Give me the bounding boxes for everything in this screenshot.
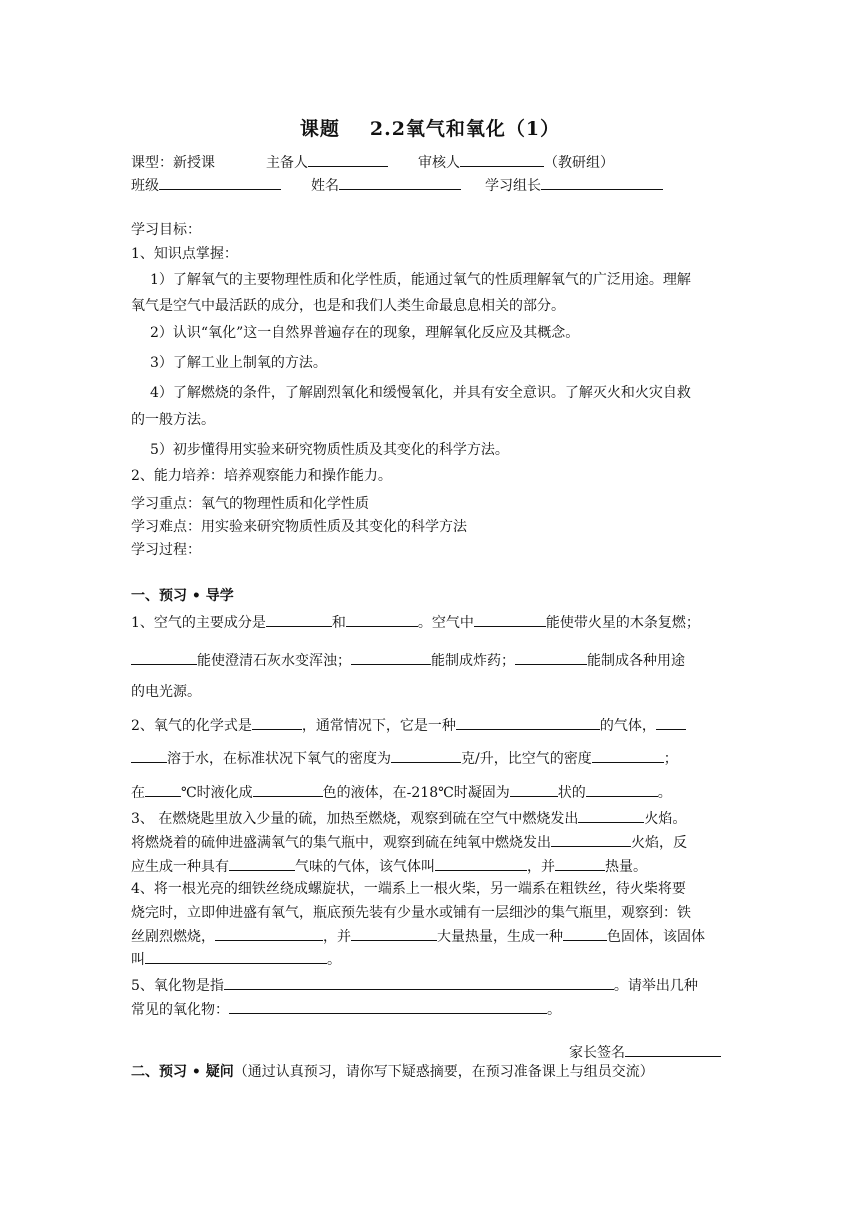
q2-blank-1[interactable] xyxy=(252,715,302,730)
section-2-note: （通过认真预习，请你写下疑惑摘要，在预习准备课上与组员交流） xyxy=(233,1064,654,1080)
objective-2: 2）认识“氧化”这一自然界普遍存在的现象，理解氧化反应及其概念。 xyxy=(150,325,580,341)
question-5-line-2: 常见的氧化物： 。 xyxy=(131,999,731,1020)
q1-blank-4[interactable] xyxy=(131,650,197,665)
q2-blank-7[interactable] xyxy=(253,782,323,797)
name-label: 姓名 xyxy=(311,178,339,194)
q2-blank-6[interactable] xyxy=(145,782,181,797)
question-1-line-1: 1、空气的主要成分是 和 。空气中 能使带火星的木条复燃； xyxy=(131,612,731,633)
question-1-line-2: 能使澄清石灰水变浑浊； 能制成炸药； 能制成各种用途 xyxy=(131,650,731,671)
lesson-type: 课型：新授课 xyxy=(131,155,215,171)
q3-blank-5[interactable] xyxy=(555,856,605,871)
q2-blank-8[interactable] xyxy=(510,782,558,797)
question-4-line-4: 叫 。 xyxy=(131,949,731,970)
objective-1b: 氧气是空气中最活跃的成分，也是和我们人类生命最息息相关的部分。 xyxy=(131,298,565,314)
q4-blank-2[interactable] xyxy=(351,926,437,941)
class-label: 班级 xyxy=(131,178,159,194)
ability-objective: 2、能力培养：培养观察能力和操作能力。 xyxy=(131,468,392,484)
section-1-heading: 一、预习 • 导学 xyxy=(131,588,234,604)
q5-blank-2[interactable] xyxy=(229,999,547,1014)
q1-blank-6[interactable] xyxy=(515,650,587,665)
question-4-line-1: 4、将一根光亮的细铁丝绕成螺旋状，一端系上一根火柴，另一端系在粗铁丝，待火柴将要 xyxy=(131,881,686,897)
question-5-line-1: 5、氧化物是指 。请举出几种 xyxy=(131,975,731,996)
q2-blank-4[interactable] xyxy=(391,748,461,763)
question-3-line-1: 3、 在燃烧匙里放入少量的硫，加热至燃烧，观察到硫在空气中燃烧发出 火焰。 xyxy=(131,808,731,829)
q2-blank-9[interactable] xyxy=(586,782,658,797)
parent-signature-label: 家长签名 xyxy=(569,1045,625,1061)
q4-blank-3[interactable] xyxy=(563,926,607,941)
leader-label: 学习组长 xyxy=(485,178,541,194)
section-2-heading: 二、预习 • 疑问（通过认真预习，请你写下疑惑摘要，在预习准备课上与组员交流） xyxy=(131,1064,654,1080)
page-title: 课题 2.2氧气和氧化（1） xyxy=(299,118,561,140)
q5-blank-1[interactable] xyxy=(224,975,614,990)
reviewer-label: 审核人 xyxy=(418,155,460,171)
key-point: 学习重点：氧气的物理性质和化学性质 xyxy=(131,496,369,512)
q1-blank-3[interactable] xyxy=(474,612,546,627)
q3-blank-2[interactable] xyxy=(551,832,631,847)
preparer-field[interactable] xyxy=(308,152,388,167)
name-field[interactable] xyxy=(339,175,461,190)
question-3-line-2: 将燃烧着的硫伸进盛满氧气的集气瓶中，观察到硫在纯氧中燃烧发出 火焰，反 xyxy=(131,832,731,853)
reviewer-field[interactable] xyxy=(460,152,544,167)
question-4-line-3: 丝剧烈燃烧， ，并 大量热量，生成一种 色固体，该固体 xyxy=(131,926,731,947)
question-4-line-2: 烧完时，立即伸进盛有氧气，瓶底预先装有少量水或铺有一层细沙的集气瓶里，观察到：铁 xyxy=(131,905,691,921)
preparer-label: 主备人 xyxy=(266,155,308,171)
objective-5: 5）初步懂得用实验来研究物质性质及其变化的科学方法。 xyxy=(150,442,509,458)
knowledge-heading: 1、知识点掌握： xyxy=(131,246,238,262)
q2-blank-2[interactable] xyxy=(456,715,600,730)
leader-field[interactable] xyxy=(541,175,663,190)
q2-blank-3[interactable] xyxy=(656,715,686,730)
question-3-line-3: 应生成一种具有 气味的气体，该气体叫 ，并 热量。 xyxy=(131,856,731,877)
question-2-line-2: 溶于水，在标准状况下氧气的密度为 克/升，比空气的密度 ； xyxy=(131,748,731,769)
q4-blank-1[interactable] xyxy=(215,926,323,941)
q3-blank-4[interactable] xyxy=(435,856,527,871)
difficulty-point: 学习难点：用实验来研究物质性质及其变化的科学方法 xyxy=(131,519,467,535)
q1-blank-2[interactable] xyxy=(346,612,418,627)
q2-blank-5[interactable] xyxy=(592,748,664,763)
parent-signature xyxy=(569,1042,721,1063)
question-2-line-3: 在 ℃时液化成 色的液体，在-218℃时凝固为 状的 。 xyxy=(131,782,731,803)
objective-4b: 的一般方法。 xyxy=(131,412,215,428)
q1-blank-1[interactable] xyxy=(266,612,332,627)
meta-row-2 xyxy=(131,175,663,196)
reviewer-note: （教研组） xyxy=(544,155,614,171)
q3-blank-1[interactable] xyxy=(578,808,644,823)
parent-signature-field[interactable] xyxy=(625,1042,721,1057)
meta-row-1 xyxy=(131,152,614,173)
question-2-line-1: 2、氧气的化学式是 ，通常情况下，它是一种 的气体， xyxy=(131,715,731,736)
class-field[interactable] xyxy=(159,175,281,190)
objective-1a: 1）了解氧气的主要物理性质和化学性质，能通过氧气的性质理解氧气的广泛用途。理解 xyxy=(150,272,691,288)
objectives-heading: 学习目标： xyxy=(131,222,201,238)
question-1-line-3: 的电光源。 xyxy=(131,684,201,700)
process-heading: 学习过程： xyxy=(131,542,201,558)
q4-blank-4[interactable] xyxy=(145,949,327,964)
q3-blank-3[interactable] xyxy=(229,856,295,871)
objective-4a: 4）了解燃烧的条件，了解剧烈氧化和缓慢氧化，并具有安全意识。了解灭火和火灾自救 xyxy=(150,385,691,401)
objective-3: 3）了解工业上制氧的方法。 xyxy=(150,355,327,371)
q2-blank-3b[interactable] xyxy=(131,748,167,763)
q1-blank-5[interactable] xyxy=(351,650,431,665)
